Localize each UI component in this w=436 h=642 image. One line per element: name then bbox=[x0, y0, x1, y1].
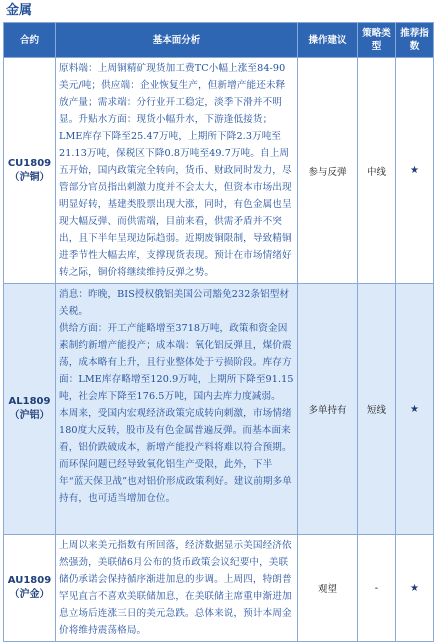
strategy-cell: 短线 bbox=[358, 284, 396, 535]
header-rating: 推荐指数 bbox=[396, 23, 434, 58]
table-header-row bbox=[4, 23, 434, 58]
contract-code: AU1809 bbox=[7, 575, 52, 586]
contract-cell bbox=[4, 535, 56, 642]
strategy-cell: 中线 bbox=[358, 58, 396, 284]
contract-cell bbox=[4, 58, 56, 284]
contract-cell bbox=[4, 284, 56, 535]
header-strategy-type: 策略类型 bbox=[358, 23, 396, 58]
header-advice: 操作建议 bbox=[298, 23, 358, 58]
section-title: 金属 bbox=[6, 3, 33, 18]
contract-name: （沪铝） bbox=[9, 410, 50, 421]
contract-name: （沪铜） bbox=[9, 171, 50, 183]
table-row bbox=[4, 535, 434, 642]
contract-name: （沪金） bbox=[9, 589, 50, 600]
header-contract: 合约 bbox=[4, 23, 56, 58]
advice-cell: 多单持有 bbox=[298, 284, 358, 535]
contract-code: AL1809 bbox=[8, 396, 51, 407]
strategy-cell: - bbox=[358, 535, 396, 642]
analysis-paragraph: 本周来，受国内宏观经济政策完成转向刺激，市场情绪180度大反转，股市及有色金属普遍反弹。而基本面来看，铝价跌破成本，新增产能投产料将难以符合预期。而环保问题已经导致氧化铝生产受限，此外，下半年“蓝天保卫战”也对铝价形成政策利好。建议前期多单持有，也可适当增加仓位。 bbox=[59, 408, 292, 504]
advice-cell: 观望 bbox=[298, 535, 358, 642]
rating-star: ★ bbox=[396, 58, 434, 284]
analysis-paragraph: 上周以来美元指数有所回落，经济数据显示美国经济依然强劲，美联储6月公布的货币政策会议纪要中，美联储仍承诺会保持循序渐进加息的步调。上周四，特朗普罕见直言不喜欢美联储加息，在美联储主席重申渐进加息立场后连涨三日的美元急跌。总体来说，预计本周金价将维持震荡格局。 bbox=[59, 540, 292, 636]
analysis-paragraph: 消息：昨晚，BIS授权俄铝美国公司豁免232条铝型材关税。 bbox=[59, 289, 290, 317]
analysis-paragraph: 供给方面：开工产能略增至3718万吨，政策和资金因素制约新增产能投产；成本端：氧化铝反弹且，煤价震荡，成本略有上升，且行业整体处于亏损阶段。库存方面：LME库存略增至120.9万吨，上期所下降至91.15吨，社会库下降至176.5万吨，国内去库力度减弱。 bbox=[59, 323, 294, 402]
analysis-paragraph: 原料端：上周铜精矿现货加工费TC小幅上涨至84-90美元/吨；供应端：企业恢复生产，但新增产能还未释放产量；需求端：分行业开工稳定，淡季下滑并不明显。升贴水方面：现货小幅升水，下游逢低接货；LME库存下降至25.47万吨，上期所下降2.3万吨至21.13万吨，保税区下降0.8万吨至49.7万吨。自上周五开始，国内政策完全转向，货币、财政同时发力，尽管部分官员指出刺激力度并不会太大，但资本市场出现明显好转，基建类股票出现大涨，同时，有色金属也呈现大幅反弹、而供需端，目前来看，供需矛盾并不突出，且下半年呈现边际趋弱。近期废铜限制，导致精铜进季节性大幅去库，支撑现货表现。预计在市场情绪好转之际，铜价将继续维持反弹之势。 bbox=[59, 63, 292, 278]
contract-code: CU1809 bbox=[7, 157, 52, 169]
analysis-cell bbox=[56, 535, 298, 642]
header-analysis: 基本面分析 bbox=[56, 23, 298, 58]
strategy-table bbox=[3, 22, 434, 642]
table-row bbox=[4, 284, 434, 535]
rating-star: ★ bbox=[396, 284, 434, 535]
advice-cell: 参与反弹 bbox=[298, 58, 358, 284]
analysis-cell bbox=[56, 58, 298, 284]
analysis-cell bbox=[56, 284, 298, 535]
rating-star: ★ bbox=[396, 535, 434, 642]
table-row bbox=[4, 58, 434, 284]
